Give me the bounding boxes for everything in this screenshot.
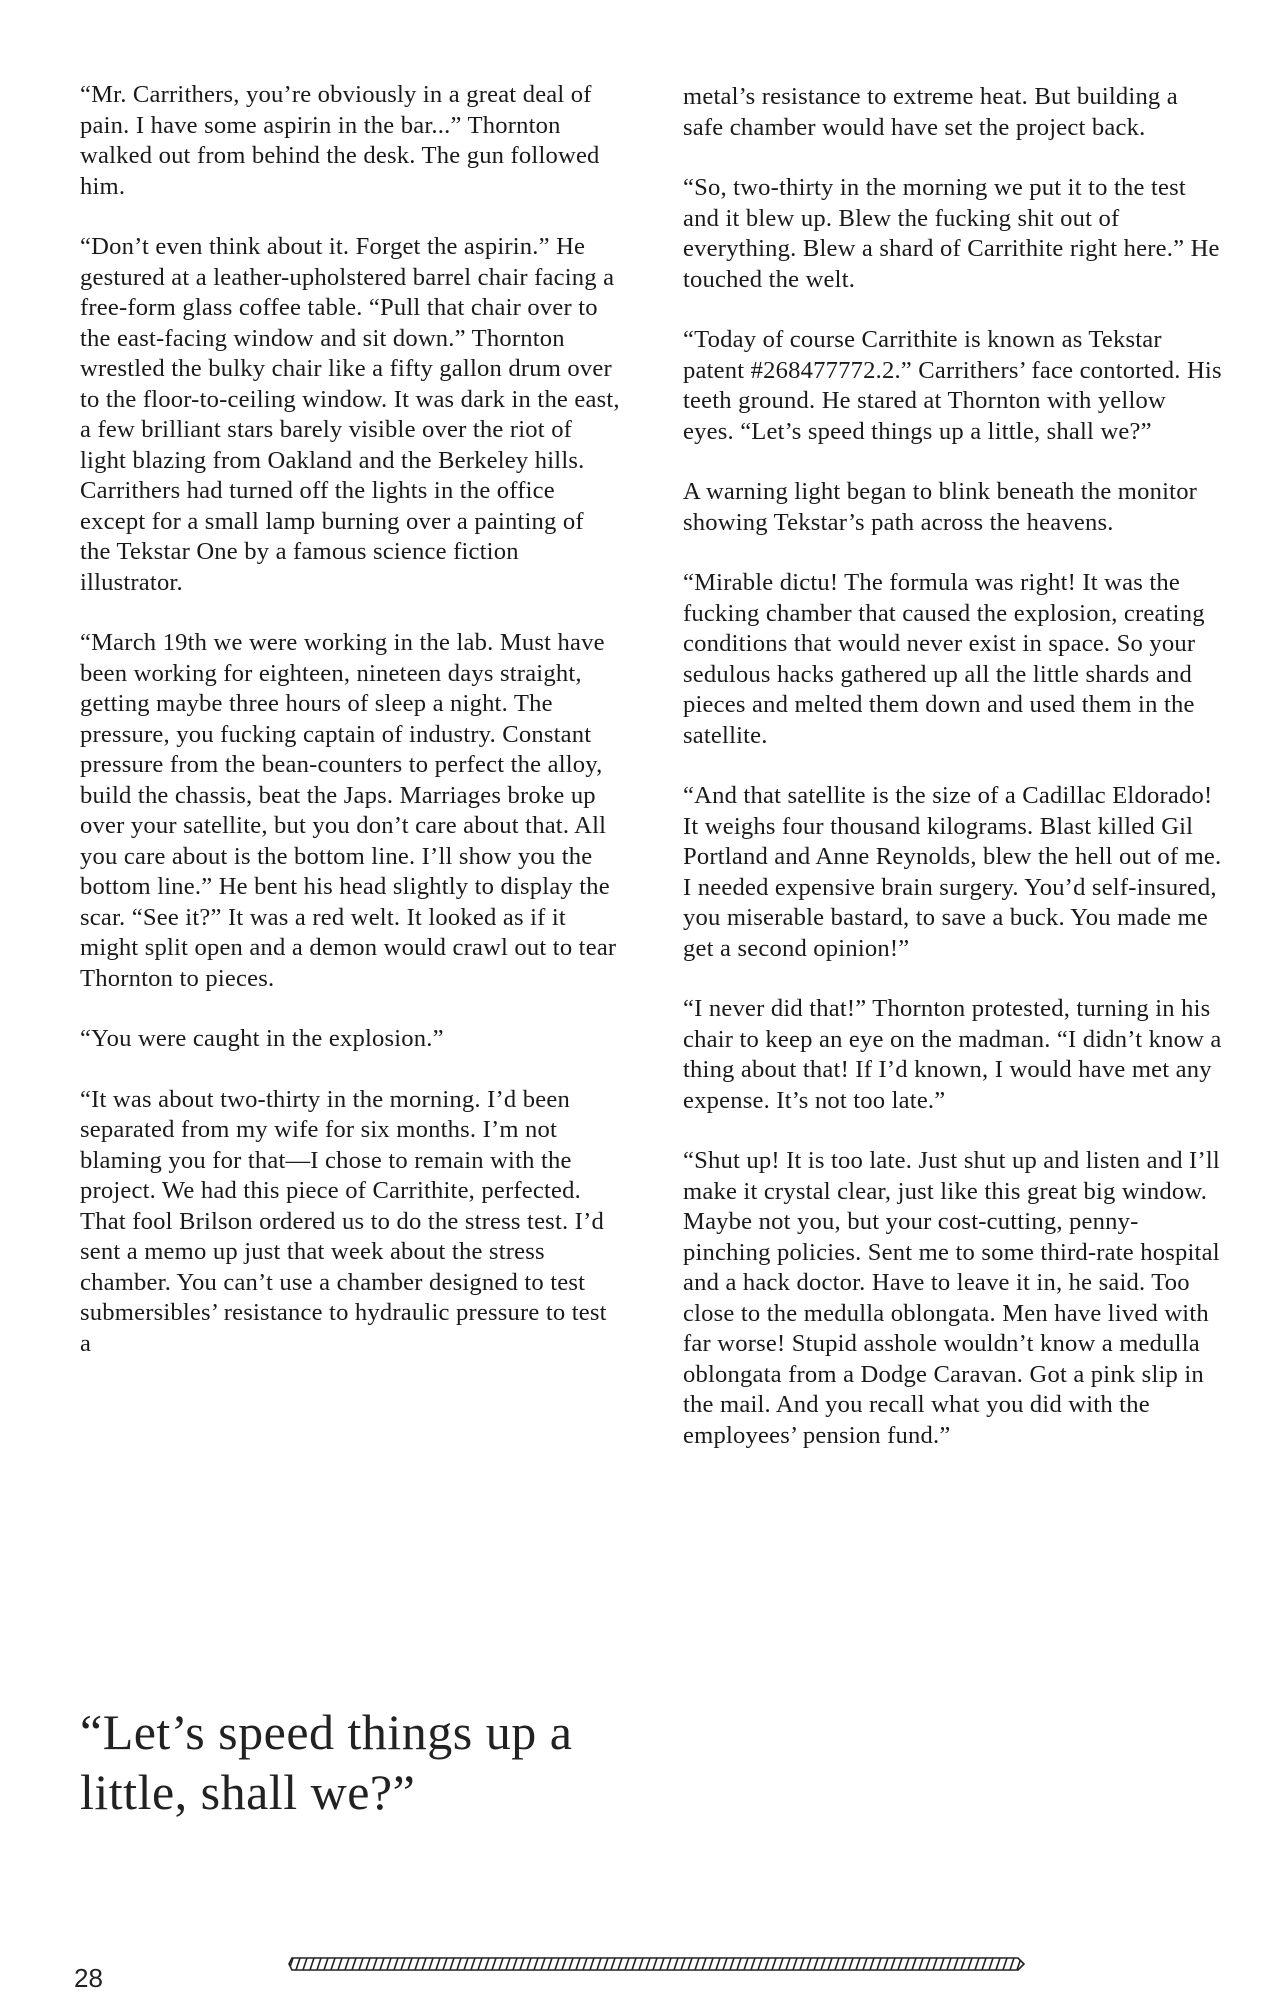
right-paragraph-7: “I never did that!” Thornton protested, turning in his chair to keep an eye on the madman. “I didn’t know a thing about that! If I’d known, I would have met any expense. It’s not too late.” [683,995,1222,1114]
right-paragraph-1: metal’s resistance to extreme heat. But building a safe chamber would have set the project back. [683,83,1178,141]
left-column [80,80,620,1389]
left-paragraph-5: “It was about two-thirty in the morning. I’d been separated from my wife for six months. I’m not blaming you for that—I chose to remain with the project. We had this piece of Carrithite, perfected. That fool Brilson ordered us to do the stress test. I’d sent a memo up just that week about the stress chamber. You can’t use a chamber designed to test submersibles’ resistance to hydraulic pressure to test a [80,1085,607,1357]
right-paragraph-8: “Shut up! It is too late. Just shut up and listen and I’ll make it crystal clear, just like this great big window. Maybe not you, but your cost-cutting, penny-pinching policies. Sent me to some third-rate hospital and a hack doctor. Have to leave it in, he said. Too close to the medulla oblongata. Men have lived with far worse! Stupid asshole wouldn’t know a medulla oblongata from a Dodge Caravan. Got a pink slip in the mail. And you recall what you did with the employees’ pension fund.” [683,1147,1220,1449]
right-column [683,82,1223,1481]
right-paragraph-2: “So, two-thirty in the morning we put it to the test and it blew up. Blew the fucking shit out of everything. Blew a shard of Carrithite right here.” He touched the welt. [683,174,1220,293]
decorative-rule-ornament [288,1957,1026,1971]
left-paragraph-3: “March 19th we were working in the lab. Must have been working for eighteen, nineteen days straight, getting maybe three hours of sleep a night. The pressure, you fucking captain of industry. Constant pressure from the bean-counters to perfect the alloy, build the chassis, beat the Japs. Marriages broke up over your satellite, but you don’t care about that. All you care about is the bottom line. I’ll show you the bottom line.” He bent his head slightly to display the scar. “See it?” It was a red welt. It looked as if it might split open and a demon would crawl out to tear Thornton to pieces. [80,629,617,992]
right-paragraph-4: A warning light began to blink beneath the monitor showing Tekstar’s path across the heavens. [683,478,1198,536]
right-paragraph-3: “Today of course Carrithite is known as Tekstar patent #268477772.2.” Carrithers’ face contorted. His teeth ground. He stared at Thornton with yellow eyes. “Let’s speed things up a little, shall we?” [683,326,1222,445]
page-number: 28 [74,1963,103,1993]
left-paragraph-2: “Don’t even think about it. Forget the aspirin.” He gestured at a leather-upholstered barrel chair facing a free-form glass coffee table. “Pull that chair over to the east-facing window and sit down.” Thornton wrestled the bulky chair like a fifty gallon drum over to the floor-to-ceiling window. It was dark in the east, a few brilliant stars barely visible over the riot of light blazing from Oakland and the Berkeley hills. Carrithers had turned off the lights in the office except for a small lamp burning over a painting of the Tekstar One by a famous science fiction illustrator. [80,233,620,596]
right-paragraph-6: “And that satellite is the size of a Cadillac Eldorado! It weighs four thousand kilograms. Blast killed Gil Portland and Anne Reynolds, blew the hell out of me. I needed expensive brain surgery. You’d self-insured, you miserable bastard, to save a buck. You made me get a second opinion!” [683,782,1222,962]
right-paragraph-5: “Mirable dictu! The formula was right! It was the fucking chamber that caused the explosion, creating conditions that would never exist in space. So your sedulous hacks gathered up all the little shards and pieces and melted them down and used them in the satellite. [683,569,1205,749]
left-paragraph-1: “Mr. Carrithers, you’re obviously in a great deal of pain. I have some aspirin in the bar...” Thornton walked out from behind the desk. The gun followed him. [80,81,600,200]
left-paragraph-4: “You were caught in the explosion.” [80,1025,444,1052]
pull-quote: “Let’s speed things up a little, shall we?” [80,1704,573,1820]
